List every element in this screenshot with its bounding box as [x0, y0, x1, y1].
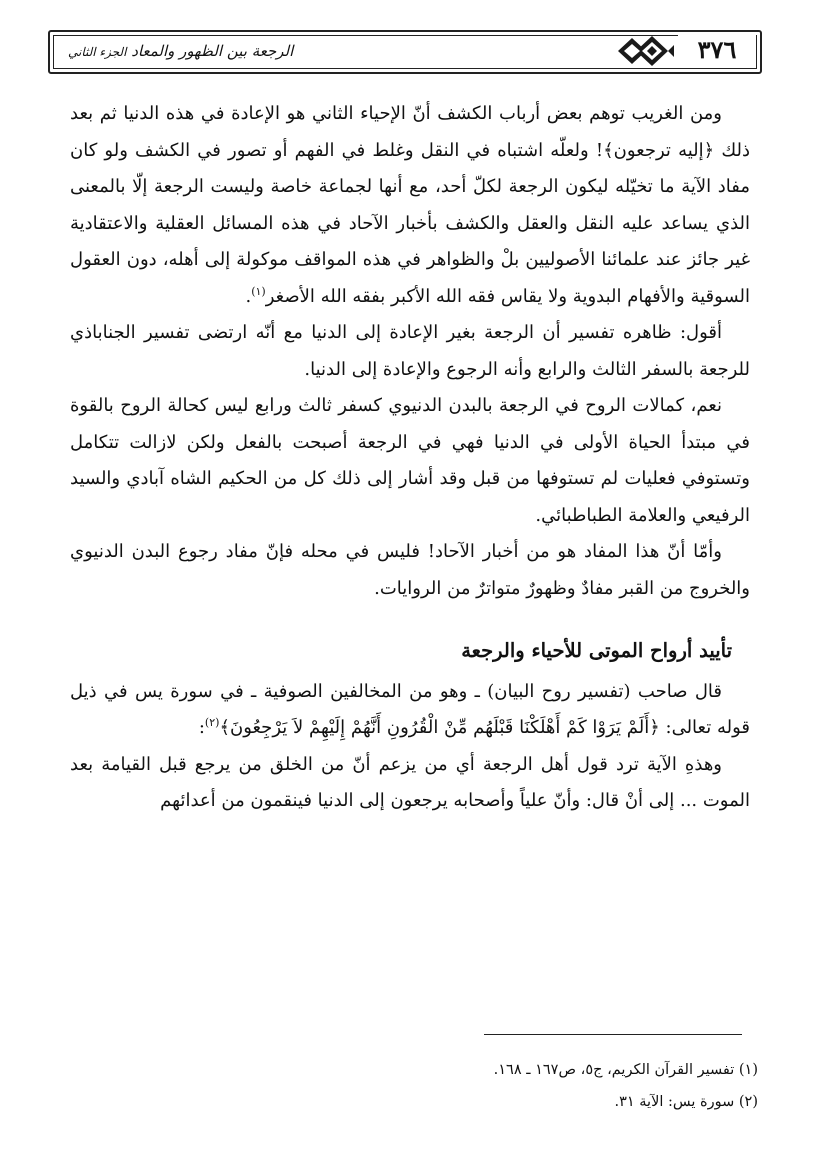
paragraph: نعم، كمالات الروح في الرجعة بالبدن الدنيوي كسفر ثالث ورابع ليس كحالة الروح بالقوة في مبتدأ الحياة الأولى في الدنيا فهي في الرجعة أصبحت بالفعل ولكن لازالت تتكامل وتستوفي فعليات لم تستوفها من قبل وقد أشار إلى ذلك كل من الحكيم الشاه آبادي والسيد الرفيعي والعلامة الطباطبائي. — [70, 395, 750, 526]
book-title-text: الرجعة بين الظهور والمعاد — [131, 42, 294, 60]
paragraph: ومن الغريب توهم بعض أرباب الكشف أنّ الإحياء الثاني هو الإعادة في هذه الدنيا ثم بعد ذلك ﴿إليه ترجعون﴾! ولعلّه اشتباه في النقل وغلط في الفهم أو تصور في الكشف ولو كان مفاد الآية ما تخيّله ليكون الرجعة لكلّ أحد، مع أنها لجماعة خاصة وليست الرجعة إلّا بالمعنى الذي يساعد عليه النقل والعقل والكشف بأخبار الآحاد في هذه المسائل العقلية والاعتقادية غير جائز عند علمائنا الأصوليين بلْ والظواهر في هذه المواقف موكولة إلى أهله، دون العقول السوقية والأفهام البدوية ولا يقاس فقه الله الأكبر بفقه الله الأصغر$^{(١)}$. — [70, 103, 751, 307]
section-heading: تأييد أرواح الموتى للأحياء والرجعة — [461, 639, 732, 662]
punctuation: : — [198, 717, 205, 738]
footnote: (٢) سورة يس: الآية ٣١. — [614, 1094, 758, 1110]
paragraph: وأمّا أنّ هذا المفاد هو من أخبار الآحاد! فليس في محله فإنّ مفاد رجوع البدن الدنيوي والخروج من القبر مفادٌ وظهورٌ متواترٌ من الروايات. — [70, 541, 750, 599]
quran-verse: ﴿أَلَمْ يَرَوْا كَمْ أَهْلَكْنَا قَبْلَهُم مِّنْ الْقُرُونِ أَنَّهُمْ إِلَيْهِمْ لاَ يَرْجِعُونَ﴾ — [219, 717, 660, 738]
book-title — [62, 38, 299, 64]
footnote-ref: (١) — [251, 284, 266, 298]
paragraph: أقول: ظاهره تفسير أن الرجعة بغير الإعادة إلى الدنيا مع أنّه ارتضى تفسير الجناباذي للرجعة بالسفر الثالث والرابع وأنه الرجوع والإعادة إلى الدنيا. — [70, 322, 750, 380]
footnote-ref: (٢) — [204, 716, 220, 729]
main-text — [70, 96, 750, 820]
book-part-text: الجزء الثاني — [68, 45, 127, 59]
paragraph — [70, 674, 750, 747]
paragraph-text: ومن الغريب توهم بعض أرباب الكشف أنّ الإحياء الثاني هو الإعادة في هذه الدنيا ثم بعد ذلك ﴿إليه ترجعون﴾! ولعلّه اشتباه في النقل وغلط في الفهم أو تصور في الكشف ولو كان مفاد الآية ما تخيّله ليكون الرجعة لكلّ أحد، مع أنها لجماعة خاصة وليست الرجعة إلّا بالمعنى الذي يساعد عليه النقل والعقل والكشف بأخبار الآحاد في هذه المسائل العقلية والاعتقادية غير جائز عند علمائنا الأصوليين بلْ والظواهر في هذه المواقف موكولة إلى أهله، دون العقول السوقية والأفهام البدوية ولا يقاس فقه الله الأكبر بفقه الله الأصغر — [70, 103, 751, 307]
footnote: (١) تفسير القرآن الكريم، ج٥، ص١٦٧ ـ ١٦٨. — [493, 1062, 758, 1078]
quote-intro: قال صاحب (تفسير روح البيان) ـ وهو من المخالفين الصوفية ـ في سورة يس في ذيل قوله تعالى: — [70, 680, 750, 738]
footnote-separator — [484, 1034, 742, 1035]
page-number: ٣٧٦ — [678, 33, 756, 67]
running-header — [48, 30, 762, 74]
ornament-icon — [616, 32, 676, 70]
footnotes — [78, 1054, 758, 1118]
paragraph: وهذهِ الآية ترد قول أهل الرجعة أي من يزعم أنّ من الخلق من يرجع قبل القيامة بعد الموت ... إلى أنْ قال: وأنّ علياً وأصحابه يرجعون إلى الدنيا فينقمون من أعدائهم — [70, 753, 750, 811]
